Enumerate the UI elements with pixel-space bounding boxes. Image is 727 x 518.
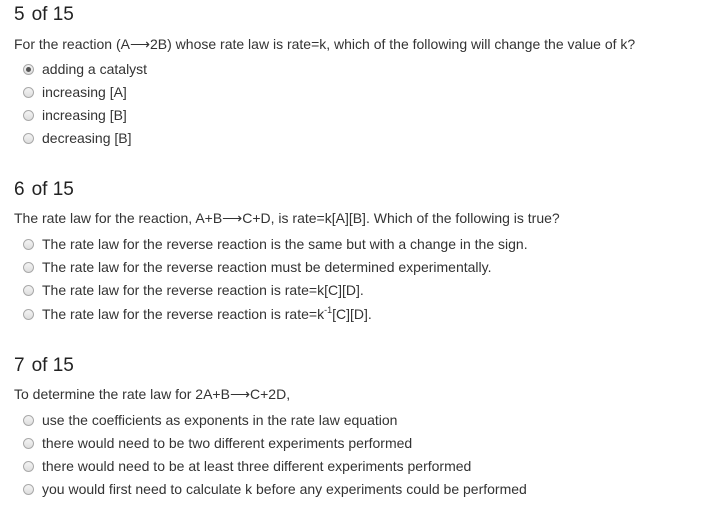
option-label: there would need to be at least three different experiments performed xyxy=(42,458,472,474)
radio-button[interactable] xyxy=(23,415,34,426)
question-header xyxy=(14,4,74,26)
option-label: The rate law for the reverse reaction is rate=k[C][D]. xyxy=(42,282,364,298)
question-number: 5 xyxy=(14,4,25,25)
radio-button[interactable] xyxy=(23,285,34,296)
question-count: of 15 xyxy=(31,179,74,200)
question-prompt: To determine the rate law for 2A+B⟶C+2D, xyxy=(14,386,291,402)
option-label: decreasing [B] xyxy=(42,130,132,146)
question-header xyxy=(14,179,74,201)
radio-button[interactable] xyxy=(23,87,34,98)
option-label xyxy=(42,306,372,322)
question-prompt: The rate law for the reaction, A+B⟶C+D, is rate=k[A][B]. Which of the following is true? xyxy=(14,210,560,226)
option-label: The rate law for the reverse reaction is the same but with a change in the sign. xyxy=(42,236,528,252)
question-header xyxy=(14,355,74,377)
option-label-text: [C][D]. xyxy=(332,306,372,322)
option-label: adding a catalyst xyxy=(42,61,148,77)
option-label: increasing [A] xyxy=(42,84,127,100)
question-prompt: For the reaction (A⟶2B) whose rate law is rate=k, which of the following will change the value of k? xyxy=(14,36,636,52)
answer-option[interactable] xyxy=(23,306,372,322)
radio-button[interactable] xyxy=(23,484,34,495)
question-count: of 15 xyxy=(31,355,74,376)
radio-button[interactable] xyxy=(23,133,34,144)
inverse-exponent: -1 xyxy=(324,305,333,315)
answer-option[interactable] xyxy=(23,107,127,123)
radio-button[interactable] xyxy=(23,262,34,273)
answer-option[interactable] xyxy=(23,458,471,474)
option-label: The rate law for the reverse reaction must be determined experimentally. xyxy=(42,259,492,275)
answer-option[interactable] xyxy=(23,282,364,298)
radio-button[interactable] xyxy=(23,239,34,250)
answer-option[interactable] xyxy=(23,84,127,100)
radio-button[interactable] xyxy=(23,438,34,449)
option-label: increasing [B] xyxy=(42,107,127,123)
answer-option[interactable] xyxy=(23,259,492,275)
radio-button[interactable] xyxy=(23,461,34,472)
answer-option[interactable] xyxy=(23,435,412,451)
answer-option[interactable] xyxy=(23,412,397,428)
answer-option[interactable] xyxy=(23,236,528,252)
question-count: of 15 xyxy=(31,4,74,25)
question-number: 6 xyxy=(14,179,25,200)
question-number: 7 xyxy=(14,355,25,376)
option-label: there would need to be two different experiments performed xyxy=(42,435,413,451)
option-label: you would first need to calculate k before any experiments could be performed xyxy=(42,481,527,497)
option-label: use the coefficients as exponents in the rate law equation xyxy=(42,412,398,428)
answer-option[interactable] xyxy=(23,61,147,77)
radio-button[interactable] xyxy=(23,110,34,121)
answer-option[interactable] xyxy=(23,130,132,146)
radio-button-selected[interactable] xyxy=(23,64,34,75)
radio-button[interactable] xyxy=(23,309,34,320)
option-label-text: The rate law for the reverse reaction is rate=k xyxy=(42,306,325,322)
answer-option[interactable] xyxy=(23,481,527,497)
